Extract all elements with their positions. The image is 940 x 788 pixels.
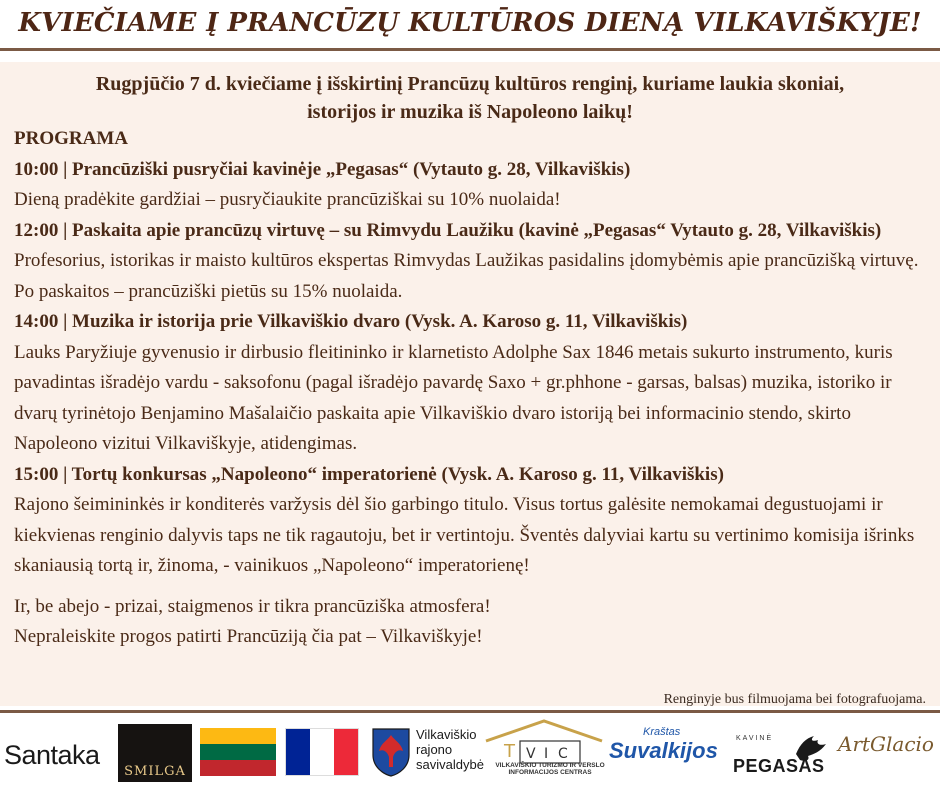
intro (20, 70, 920, 126)
program-item-heading: 12:00 | Paskaita apie prancūzų virtuvę – su Rimvydu Laužiku (kavinė „Pegasas“ Vytauto g. 28, Vilkaviškis) (14, 219, 882, 241)
program-item-heading: 10:00 | Prancūziški pusryčiai kavinėje „Pegasas“ (Vytauto g. 28, Vilkaviškis) (14, 158, 631, 180)
tvic-letter: T (504, 741, 515, 762)
program-item-text: Profesorius, istorikas ir maisto kultūros ekspertas Rimvydas Laužikas pasidalins įdomybėmis apie prancūzišką virtuvę. Po paskaitos – prancūziški pietūs su 15% nuolaida. (14, 250, 919, 302)
suvalkijos-name: Suvalkijos (609, 738, 718, 763)
program-heading: PROGRAMA (14, 128, 128, 149)
program-item-heading: 14:00 | Muzika ir istorija prie Vilkaviškio dvaro (Vysk. A. Karoso g. 11, Vilkaviškis) (14, 311, 688, 332)
closing-line-2: Nepraleiskite progos patirti Prancūziją čia pat – Vilkaviškyje! (14, 626, 483, 647)
filming-notice: Renginyje bus filmuojama bei fotografuojama. (663, 692, 926, 707)
santaka-logo: Santaka (4, 740, 100, 770)
tvic-caption: VILKAVIŠKIO TURIZMO IR VERSLO INFORMACIJOS CENTRAS (495, 762, 605, 776)
municipality-line: Vilkaviškio (416, 727, 477, 742)
bottom-divider (0, 710, 940, 713)
program (14, 124, 930, 653)
intro-line-1: Rugpjūčio 7 d. kviečiame į išskirtinį Prancūzų kultūros renginį, kuriame laukia skoniai, (95, 73, 845, 95)
suvalkijos-small: Kraštas (643, 726, 681, 738)
program-item-heading: 15:00 | Tortų konkursas „Napoleono“ imperatorienė (Vysk. A. Karoso g. 11, Vilkaviškis) (14, 463, 724, 485)
france-flag-icon (285, 728, 359, 776)
intro-line-2: istorijos ir muzika iš Napoleono laikų! (307, 101, 633, 123)
flag-stripe (200, 760, 276, 776)
tvic-letter: C (558, 746, 568, 762)
flag-stripe (286, 729, 310, 775)
artglacio-logo: ArtGlacio (838, 732, 934, 756)
tvic-letter: V (526, 746, 536, 762)
pegasas-name: PEGASAS (733, 756, 825, 776)
flag-stripe (310, 729, 334, 775)
top-divider (0, 48, 940, 51)
program-item-text: Dieną pradėkite gardžiai – pusryčiaukite prancūziškai su 10% nuolaida! (14, 189, 561, 210)
tvic-letter: I (544, 746, 549, 762)
flag-stripe (200, 744, 276, 760)
municipality-line: savivaldybė (416, 757, 484, 772)
program-item-text: Lauks Paryžiuje gyvenusio ir dirbusio fleitininko ir klarnetisto Adolphe Sax 1846 metais sukurto instrumento, kuris pavadintas išradėjo vardu - saksofonu (pagal išradėjo pavardę Saxo + gr.phhone - garsas, balsas) muzika, istoriko ir dvarų tyrinėtojo Benjamino Mašalaičio paskaita apie Vilkaviškio dvaro istoriją bei informacinio stendo, skirto Napoleono vizitui Vilkaviškyje, atidengimas. (14, 341, 893, 454)
flag-stripe (200, 728, 276, 744)
lithuania-flag-icon (200, 728, 276, 776)
municipality-name (416, 727, 484, 772)
municipality-shield-icon (371, 727, 411, 777)
closing-line-1: Ir, be abejo - prizai, staigmenos ir tikra prancūziška atmosfera! (14, 595, 491, 617)
sponsor-logos (0, 716, 940, 788)
pegasas-caption: KAVINĖ (736, 735, 774, 742)
flag-stripe (334, 729, 358, 775)
municipality-line: rajono (416, 742, 453, 757)
program-item-text: Rajono šeimininkės ir konditerės varžysis dėl šio garbingo titulo. Visus tortus galėsite nemokamai degustuojami ir kiekvienas renginio dalyvis taps ne tik ragautoju, bet ir vertintoju. Šventės dalyviai kartu su vertinimo komisija išrinks skaniausią tortą ir, žinoma, - vainikuos „Napoleono“ imperatorienę! (14, 494, 915, 576)
page-title: KVIEČIAME Į PRANCŪZŲ KULTŪROS DIENĄ VILKAVIŠKYJE! (18, 8, 922, 38)
suvalkijos-logo (609, 726, 718, 764)
smilga-logo: SMILGA (118, 724, 192, 782)
